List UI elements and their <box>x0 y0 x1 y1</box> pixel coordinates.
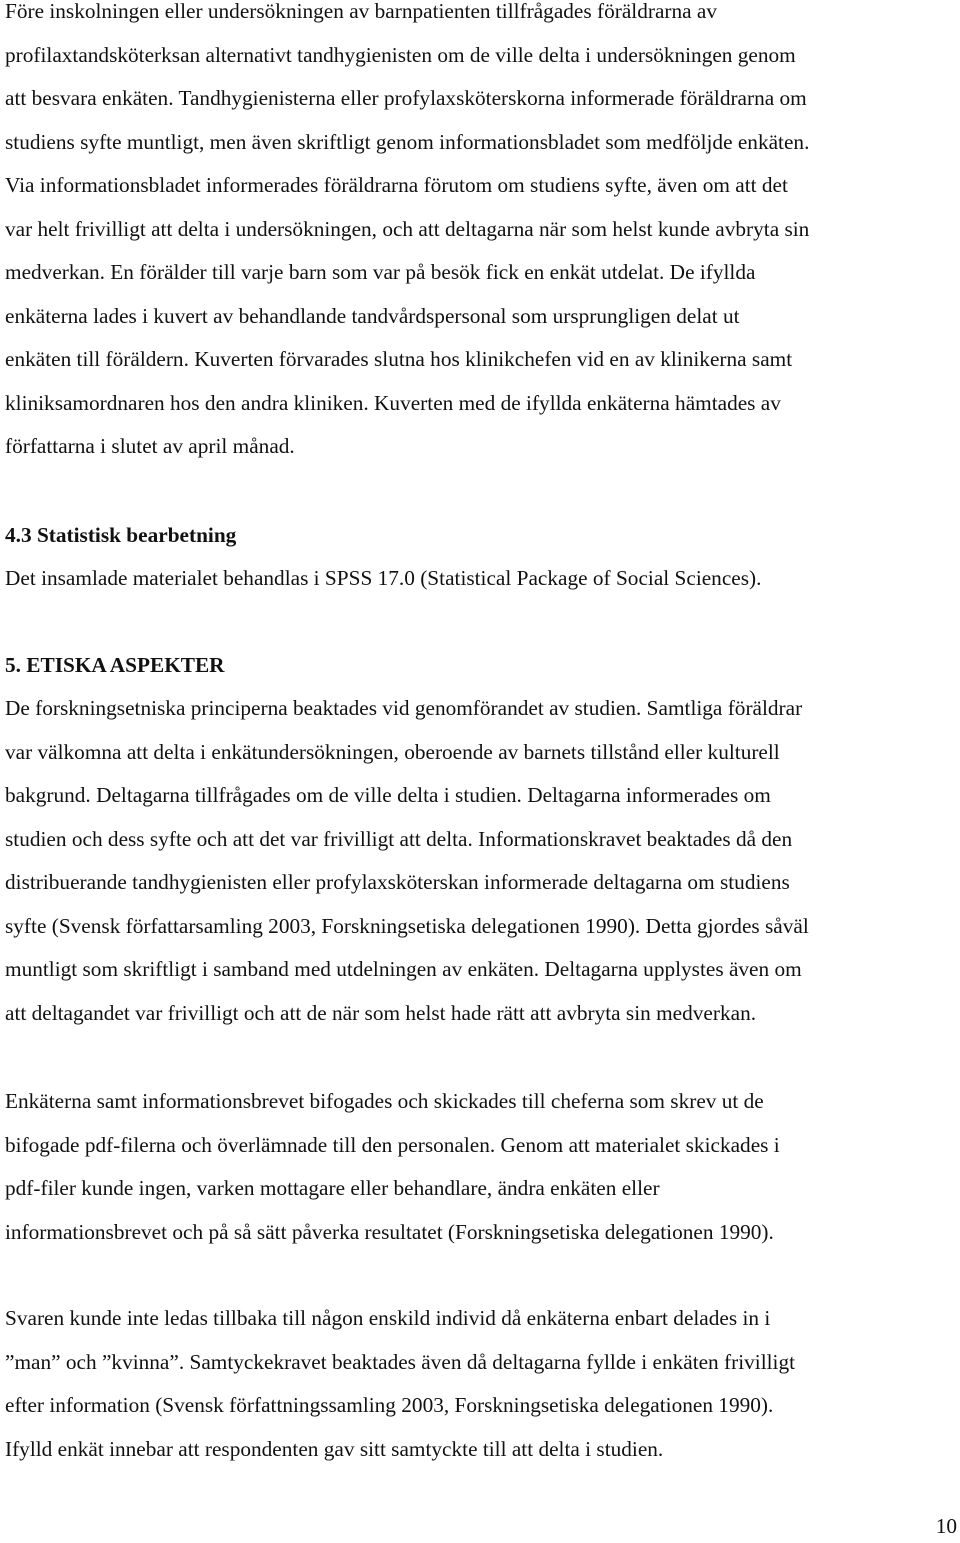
paragraph-line: bakgrund. Deltagarna tillfrågades om de ville delta i studien. Deltagarna informerades om <box>5 783 771 807</box>
paragraph-line: efter information (Svensk författningssamling 2003, Forskningsetiska delegationen 1990). <box>5 1393 774 1417</box>
section-heading-ethics: 5. ETISKA ASPEKTER <box>5 653 225 677</box>
paragraph-line: kliniksamordnaren hos den andra kliniken. Kuverten med de ifyllda enkäterna hämtades av <box>5 390 781 415</box>
paragraph-line: Ifylld enkät innebar att respondenten gav sitt samtyckte till att delta i studien. <box>5 1436 664 1461</box>
paragraph-line: Svaren kunde inte ledas tillbaka till någon enskild individ då enkäterna enbart delades in i <box>5 1306 771 1330</box>
paragraph-line: pdf-filer kunde ingen, varken mottagare eller behandlare, ändra enkäten eller <box>5 1176 660 1200</box>
paragraph-line: Enkäterna samt informationsbrevet bifogades och skickades till cheferna som skrev ut de <box>5 1089 764 1113</box>
paragraph-line: De forskningsetniska principerna beaktades vid genomförandet av studien. Samtliga föräldrar <box>5 696 803 720</box>
paragraph-line: syfte (Svensk författarsamling 2003, Forskningsetiska delegationen 1990). Detta gjordes såväl <box>5 913 809 938</box>
paragraph-line: muntligt som skriftligt i samband med utdelningen av enkäten. Deltagarna upplystes även om <box>5 957 802 981</box>
paragraph-line: enkäterna lades i kuvert av behandlande tandvårdspersonal som ursprungligen delat ut <box>5 303 740 328</box>
paragraph-line: ”man” och ”kvinna”. Samtyckekravet beaktades även då deltagarna fyllde i enkäten frivilligt <box>5 1349 796 1374</box>
paragraph-line: studien och dess syfte och att det var frivilligt att delta. Informationskravet beaktades då den <box>5 826 793 851</box>
ethics-paragraph-1 <box>5 687 809 1035</box>
paragraph-line: medverkan. En förälder till varje barn som var på besök fick en enkät utdelat. De ifyllda <box>5 260 756 284</box>
paragraph-line: författarna i slutet av april månad. <box>5 434 295 458</box>
statistics-paragraph <box>5 557 761 601</box>
paragraph-line: profilaxtandsköterksan alternativt tandhygienisten om de ville delta i undersökningen genom <box>5 42 796 67</box>
section-heading-statistics: 4.3 Statistisk bearbetning <box>5 523 237 547</box>
paragraph-line: informationsbrevet och på så sätt påverka resultatet (Forskningsetiska delegationen 1990). <box>5 1219 774 1244</box>
paragraph-line: bifogade pdf-filerna och överlämnade till den personalen. Genom att materialet skickades i <box>5 1132 780 1157</box>
ethics-paragraph-3 <box>5 1297 795 1471</box>
paragraph-line: att deltagandet var frivilligt och att de när som helst hade rätt att avbryta sin medverkan. <box>5 1000 757 1025</box>
paragraph-line: Före inskolningen eller undersökningen av barnpatienten tillfrågades föräldrarna av <box>5 0 718 23</box>
intro-paragraph <box>5 0 809 469</box>
paragraph-line: att besvara enkäten. Tandhygienisterna eller profylaxsköterskorna informerade föräldrarna om <box>5 86 807 110</box>
paragraph-line: enkäten till föräldern. Kuverten förvarades slutna hos klinikchefen vid en av klinikerna samt <box>5 347 793 371</box>
paragraph-line: studiens syfte muntligt, men även skriftligt genom informationsbladet som medföljde enkäten. <box>5 129 810 154</box>
paragraph-line: var helt frivilligt att delta i undersökningen, och att deltagarna när som helst kunde avbryta sin <box>5 216 810 241</box>
page-number: 10 <box>935 1514 957 1538</box>
paragraph-line: Det insamlade materialet behandlas i SPSS 17.0 (Statistical Package of Social Sciences). <box>5 566 762 590</box>
ethics-paragraph-2 <box>5 1080 780 1254</box>
paragraph-line: distribuerande tandhygienisten eller profylaxsköterskan informerade deltagarna om studiens <box>5 870 790 894</box>
paragraph-line: var välkomna att delta i enkätundersökningen, oberoende av barnets tillstånd eller kulturell <box>5 739 780 764</box>
paragraph-line: Via informationsbladet informerades föräldrarna förutom om studiens syfte, även om att det <box>5 173 788 197</box>
